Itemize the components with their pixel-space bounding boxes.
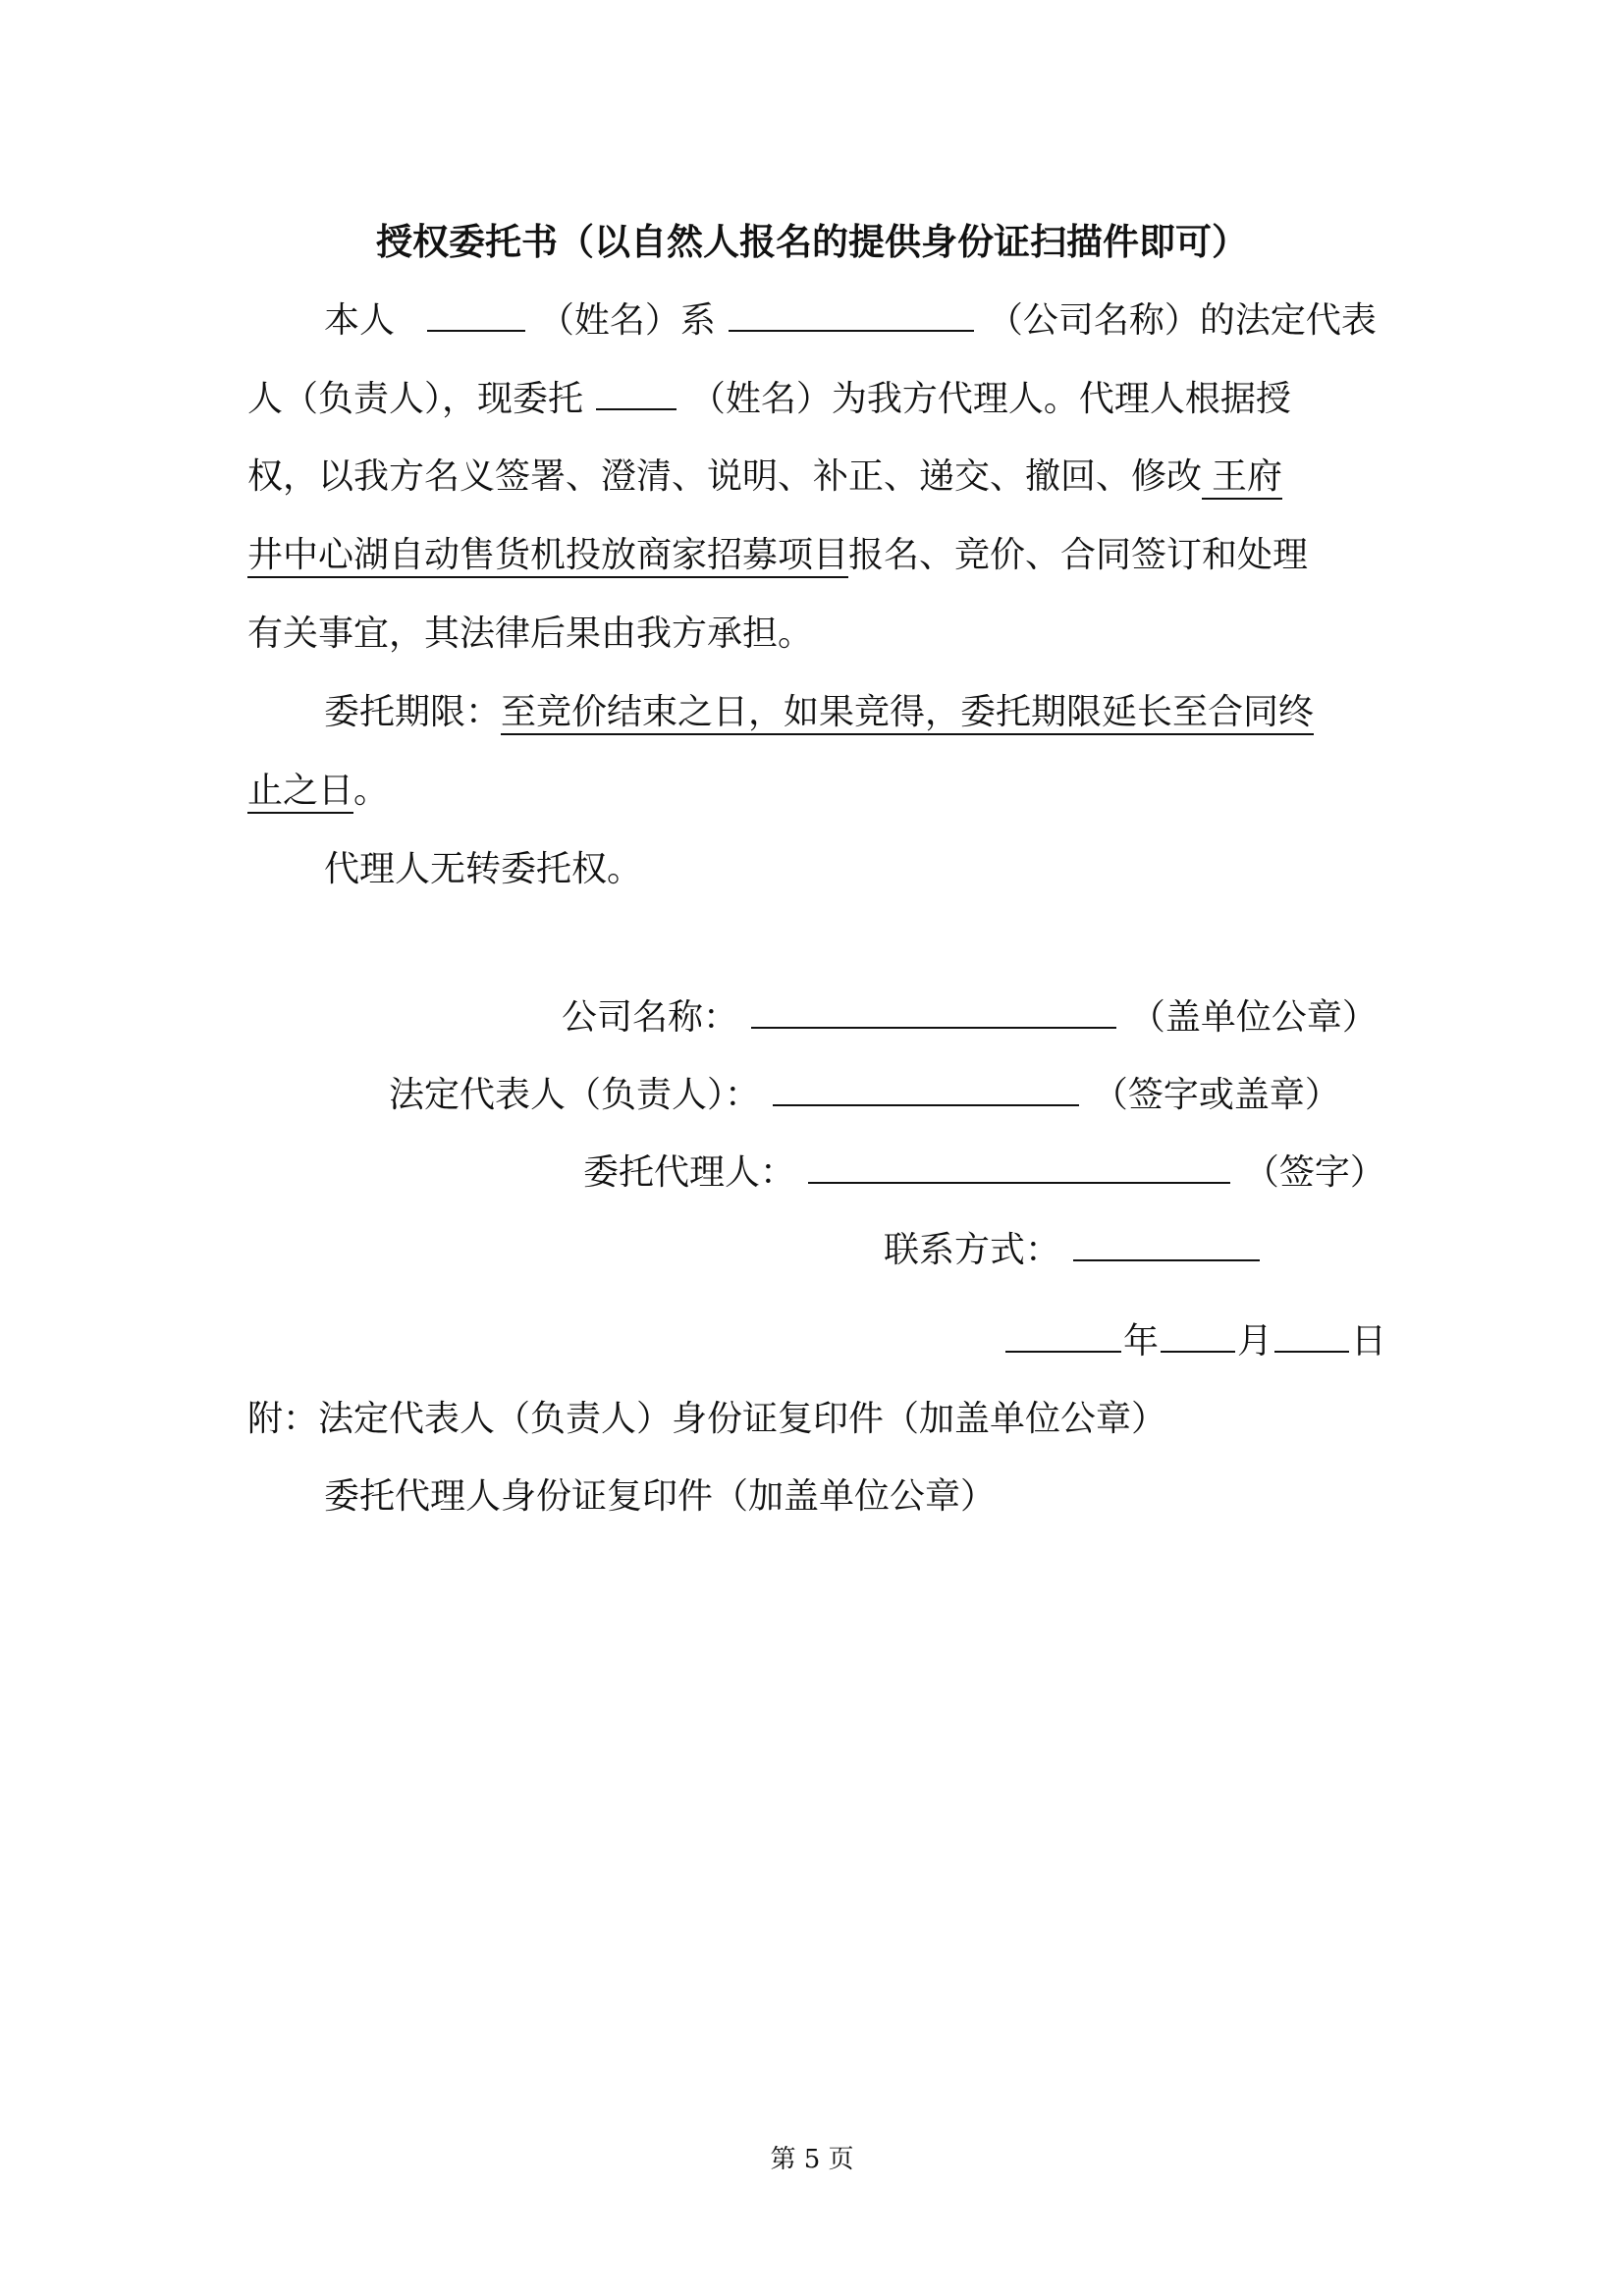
text: 。	[353, 771, 390, 811]
attachment-line-2: 委托代理人身份证复印件（加盖单位公章）	[324, 1476, 997, 1517]
date-row	[1003, 1313, 1386, 1369]
page-number: 第 5 页	[770, 2145, 854, 2174]
text: （公司名称）的法定代表	[987, 300, 1377, 341]
text: 人（负责人），现委托	[247, 379, 584, 419]
text: （签字）	[1243, 1152, 1385, 1193]
text: 日	[1351, 1321, 1387, 1362]
agent-name-blank[interactable]	[596, 371, 677, 410]
agent-signature-blank[interactable]	[808, 1145, 1230, 1184]
contact-blank[interactable]	[1073, 1222, 1260, 1261]
text: 公司名称：	[562, 997, 739, 1038]
contact-row	[884, 1222, 1262, 1278]
project-name-underlined: 王府	[1202, 456, 1282, 500]
name-blank[interactable]	[427, 293, 525, 332]
month-blank[interactable]	[1161, 1313, 1235, 1353]
body-line-5: 有关事宜，其法律后果由我方承担。	[247, 614, 814, 654]
text: 委托期限：	[324, 692, 502, 732]
body-line-4	[247, 528, 1308, 583]
body-line-2	[247, 371, 1291, 427]
text: 报名、竞价、合同签订和处理	[848, 535, 1309, 575]
text: （姓名）为我方代理人。代理人根据授	[689, 379, 1291, 419]
text: （姓名）系	[538, 300, 716, 341]
text: 法定代表人（负责人）：	[389, 1075, 761, 1115]
attachment-line-1: 附：法定代表人（负责人）身份证复印件（加盖单位公章）	[247, 1399, 1167, 1439]
project-name-underlined: 井中心湖自动售货机投放商家招募项目	[247, 535, 848, 578]
year-blank[interactable]	[1005, 1313, 1121, 1353]
legal-rep-signature-row	[389, 1067, 1340, 1123]
text: 委托代理人：	[583, 1152, 796, 1193]
document-title: 授权委托书（以自然人报名的提供身份证扫描件即可）	[376, 220, 1248, 263]
body-line-1	[324, 293, 1377, 348]
body-line-7	[247, 764, 389, 819]
text: 月	[1237, 1321, 1273, 1362]
body-line-3	[247, 450, 1282, 505]
body-line-8: 代理人无转委托权。	[324, 849, 643, 889]
text: 权，以我方名义签署、澄清、说明、补正、递交、撤回、修改	[247, 456, 1203, 497]
body-line-6	[324, 685, 1314, 740]
text: （签字或盖章）	[1092, 1075, 1340, 1115]
agent-signature-row	[583, 1145, 1385, 1201]
company-signature-blank[interactable]	[751, 989, 1116, 1029]
term-underlined: 至竞价结束之日，如果竞得，委托期限延长至合同终	[501, 692, 1314, 735]
term-underlined: 止之日	[247, 771, 353, 814]
legal-rep-signature-blank[interactable]	[773, 1067, 1079, 1106]
company-signature-row	[562, 989, 1378, 1045]
text: （盖单位公章）	[1129, 997, 1378, 1038]
day-blank[interactable]	[1274, 1313, 1349, 1353]
text: 本人	[324, 300, 396, 341]
text: 年	[1123, 1321, 1160, 1362]
company-blank[interactable]	[729, 293, 974, 332]
text: 联系方式：	[884, 1230, 1061, 1270]
